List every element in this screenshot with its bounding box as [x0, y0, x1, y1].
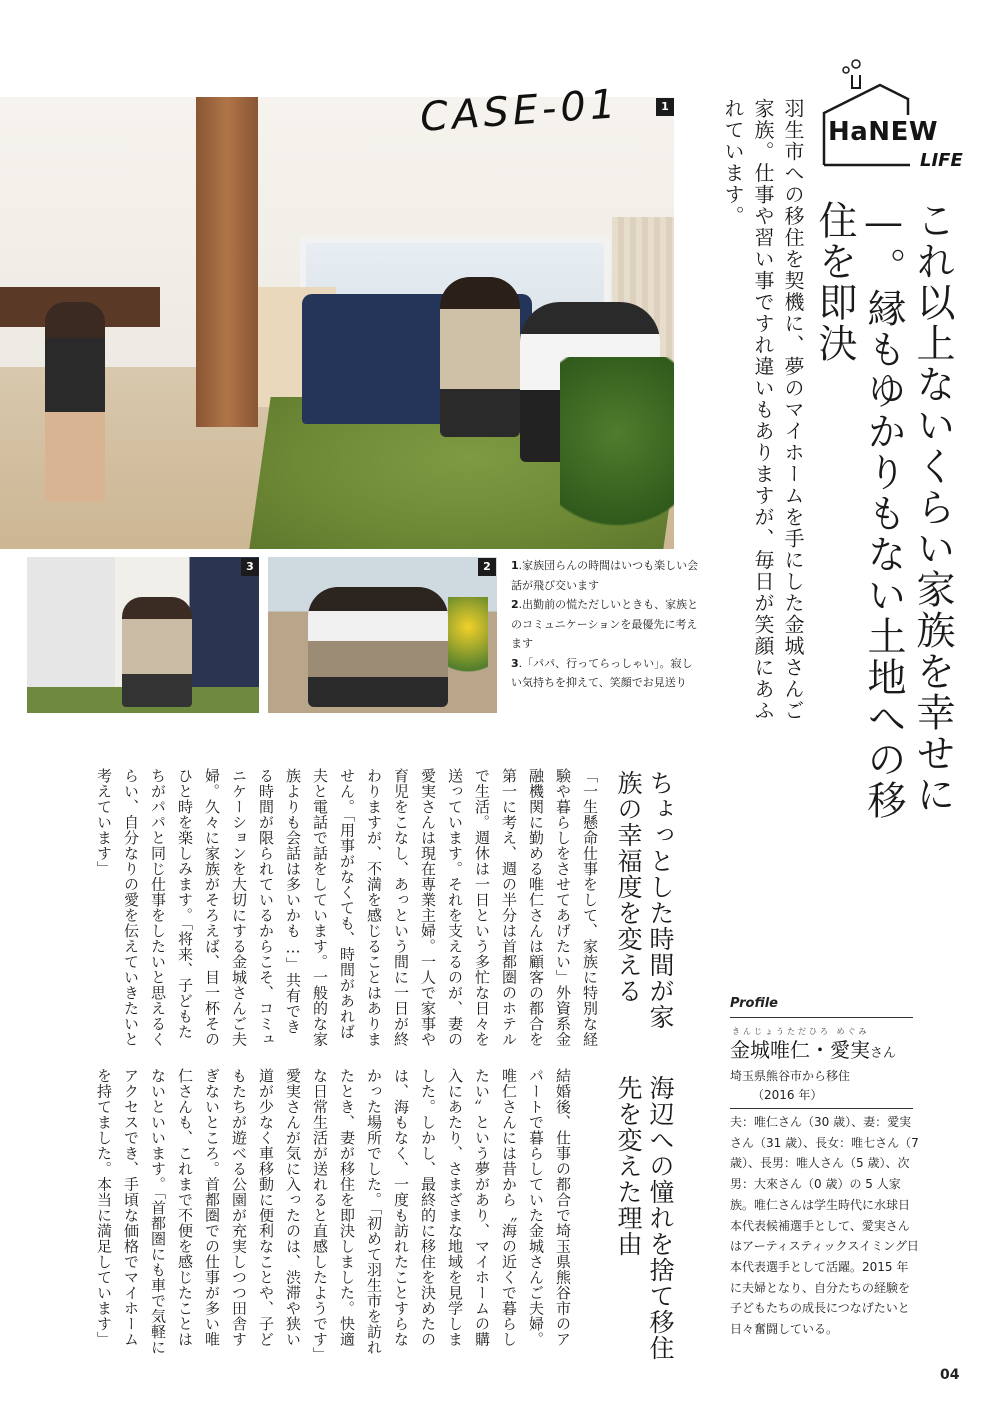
photo-captions	[511, 556, 701, 693]
lead-paragraph: 羽生市への移住を契機に、夢のマイホームを手にした金城さんご家族。仕事や習い事ですれ違いもありますが、毎日が笑顔にあふれています。	[721, 98, 805, 722]
profile-year: （2016 年）	[752, 1088, 823, 1102]
smoke-icon	[838, 58, 868, 78]
profile-label: Profile	[730, 996, 778, 1011]
caption-item: 2.出勤前の慌ただしいときも、家族とのコミュニケーションを最優先に考えます	[511, 598, 699, 650]
photo-send-off	[27, 557, 259, 713]
page-number: 04	[940, 1367, 960, 1383]
section-heading: ちょっとした時間が家族の幸福度を変える	[614, 770, 675, 1030]
caption-item: 3.「パパ、行ってらっしゃい」。寂しい気持ちを抑えて、笑顔でお見送り	[511, 656, 693, 689]
main-family-photo	[0, 97, 674, 549]
profile-description: 夫：唯仁さん（30 歳）、妻：愛実さん（31 歳）、長女：唯七さん（7 歳）、長男：唯人さん（5 歳）、次男：大來さん（0 歳）の 5 人家族。唯仁さんは学生時代に水球日本代表候補選手として、愛実さんはアーティスティックスイミング日本代表選手として活躍。2015 年に夫婦となり、自分たちの経験を子どもたちの成長につなげたいと日々奮闘している。	[730, 1115, 919, 1337]
section-heading: 海辺への憧れを捨て移住先を変えた理由	[614, 1075, 675, 1361]
section-body: 結婚後、仕事の都合で埼玉県熊谷市のアパートで暮らしていた金城さんご夫婦。唯仁さんには昔から〝海の近くで暮らしたい〟という夢があり、マイホームの購入にあたり、さまざまな地域を見学しました。しかし、最終的に移住を決めたのは、海もなく、一度も訪れたことすらなかった場所でした。「初めて羽生市を訪れたとき、妻が移住を即決しました。快適な日常生活が送れると直感したようです」愛実さんが気に入ったのは、渋滞や狭い道が少なく車移動に便利なことや、子どもたちが遊べる公園が充実しつつ田舎すぎないところ。首都圏での仕事が多い唯仁さんも、これまで不便を感じたことはないといいます。「首都圏にも車で気軽にアクセスでき、手頃な価格でマイホームを持てました。本当に満足しています」	[95, 1068, 572, 1355]
photo-family-porch	[268, 557, 497, 713]
headline: これ以上ないくらい家族を幸せに—。縁もゆかりもない土地への移住を即決	[812, 200, 955, 821]
photo-number-badge: 3	[241, 558, 259, 576]
logo-text: HaNEW	[828, 117, 939, 147]
section-body: 「一生懸命仕事をして、家族に特別な経験や暮らしをさせてあげたい」外資系金融機関に勤める唯仁さんは顧客の都合を第一に考え、週の半分は首都圏のホテルで生活。週休は一日という多忙な日々を送っています。それを支えるのが、妻の愛実さんは現在専業主婦。一人で家事や育児をこなし、あっという間に一日が終わりますが、不満を感じることはありません。「用事がなくても、時間があれば夫と電話で話をしています。一般的な家族よりも会話は多いかも…」共有できる時間が限られているからこそ、コミュニケーションを大切にする金城さんご夫婦。久々に家族がそろえば、目一杯そのひと時を楽しみます。「将来、子どもたちがパパと同じ仕事をしたいと思えるくらい、自分なりの愛を伝えていきたいと考えています」	[95, 768, 599, 1047]
photo-number-badge: 1	[656, 98, 674, 116]
divider	[730, 1017, 913, 1018]
case-label: CASE-01	[418, 81, 621, 141]
photo-number-badge: 2	[478, 558, 496, 576]
profile-name-ruby: きんじょうただひろ めぐみ	[732, 1027, 870, 1036]
profile-origin: 埼玉県熊谷市から移住	[730, 1069, 851, 1083]
divider	[730, 1108, 913, 1109]
logo-subtext: LIFE	[920, 150, 963, 171]
profile-name: 金城唯仁・愛実さん	[730, 1038, 897, 1062]
caption-item: 1.家族団らんの時間はいつも楽しい会話が飛び交います	[511, 559, 699, 592]
